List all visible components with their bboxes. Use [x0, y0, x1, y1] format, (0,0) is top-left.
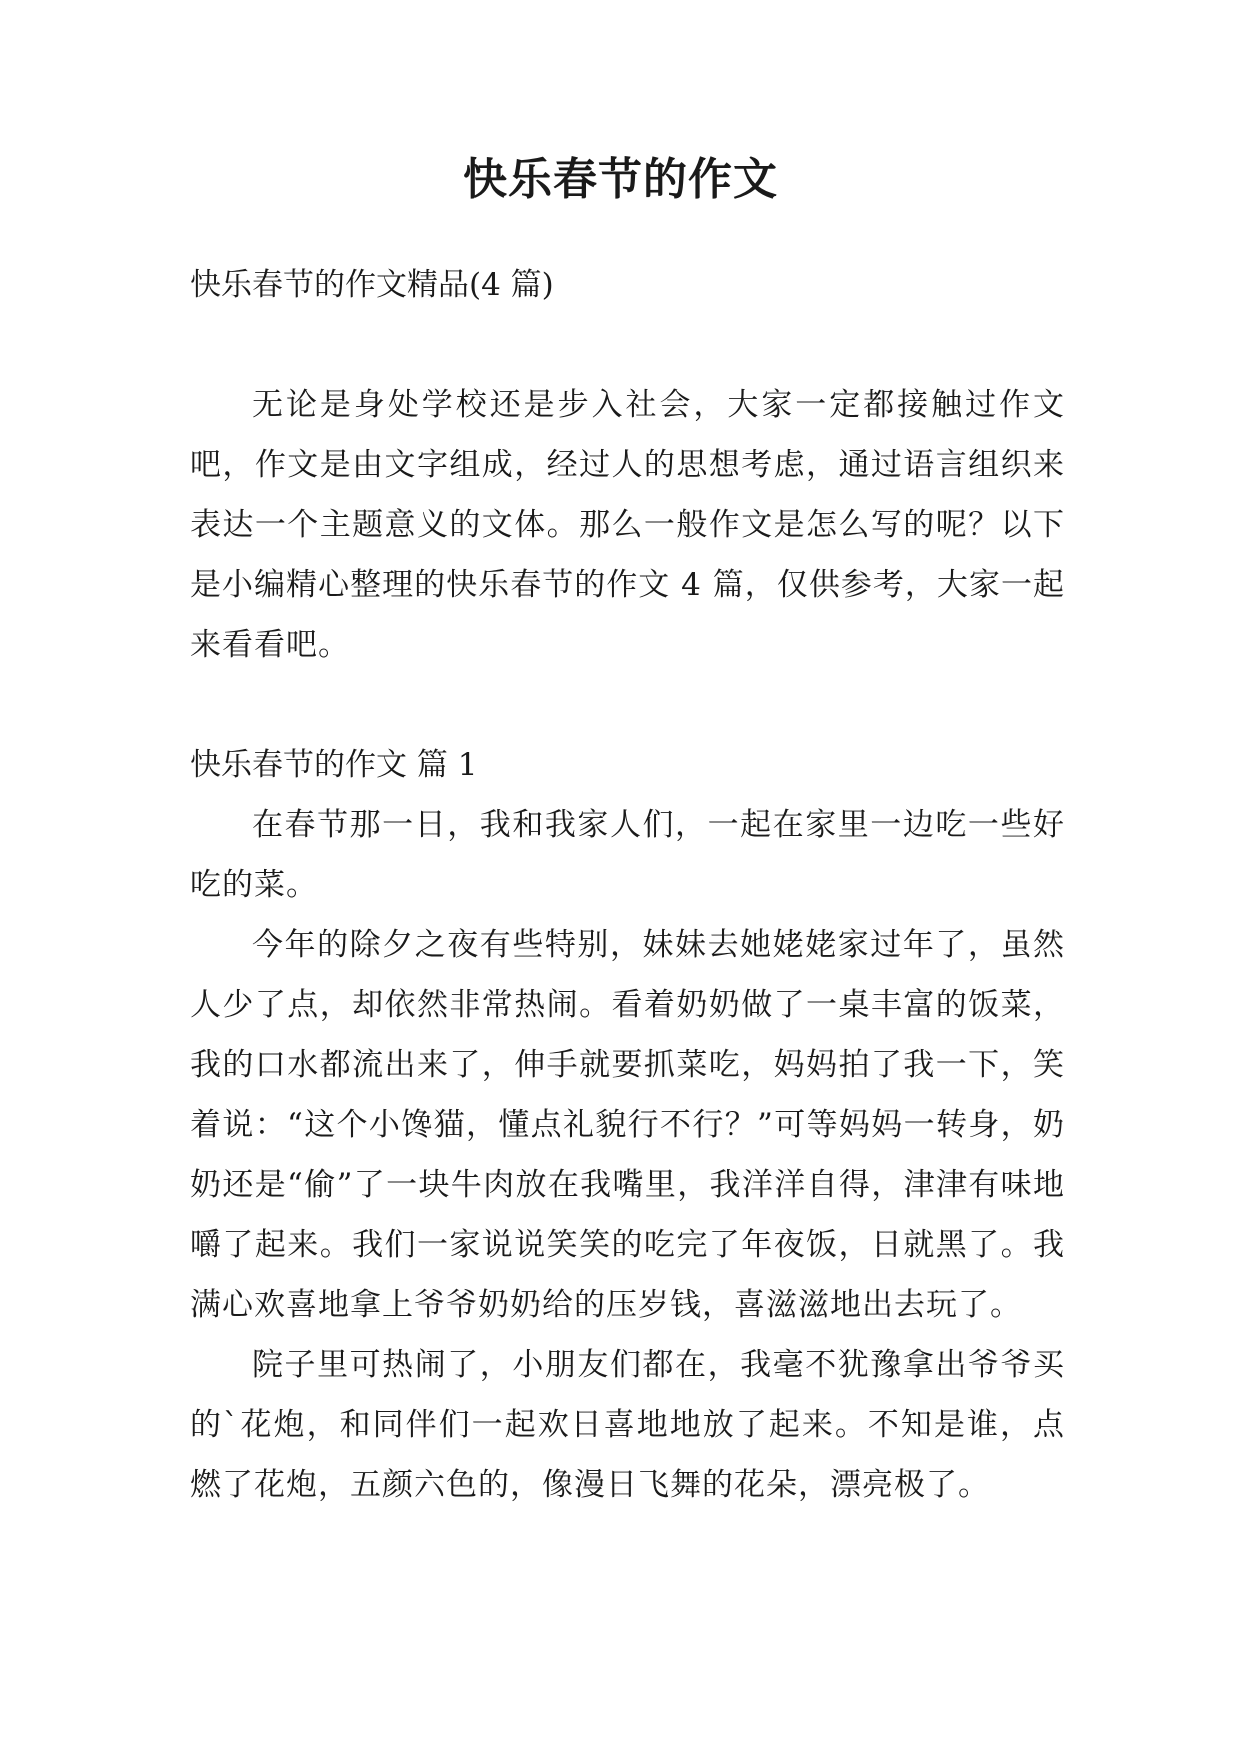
- spacer: [190, 675, 1065, 735]
- body-paragraph: 在春节那一日，我和我家人们，一起在家里一边吃一些好吃的菜。: [190, 807, 1065, 903]
- body-paragraph: 今年的除夕之夜有些特别，妹妹去她姥姥家过年了，虽然人少了点，却依然非常热闹。看着奶奶做了一桌丰富的饭菜，我的口水都流出来了，伸手就要抓菜吃，妈妈拍了我一下，笑着说：“这个小馋猫，懂点礼貌行不行？”可等妈妈一转身，奶奶还是“偷”了一块牛肉放在我嘴里，我洋洋自得，津津有味地嚼了起来。我们一家说说笑笑的吃完了年夜饭，日就黑了。我满心欢喜地拿上爷爷奶奶给的压岁钱，喜滋滋地出去玩了。: [190, 927, 1065, 1323]
- intro-paragraph: 无论是身处学校还是步入社会，大家一定都接触过作文吧，作文是由文字组成，经过人的思想考虑，通过语言组织来表达一个主题意义的文体。那么一般作文是怎么写的呢？以下是小编精心整理的快乐春节的作文 4 篇，仅供参考，大家一起来看看吧。: [190, 387, 1065, 663]
- document-subtitle: 快乐春节的作文精品(4 篇): [190, 267, 554, 303]
- spacer: [190, 315, 1065, 375]
- section-heading: 快乐春节的作文 篇 1: [190, 747, 478, 783]
- document-body: [190, 255, 1065, 1515]
- body-paragraph: 院子里可热闹了，小朋友们都在，我毫不犹豫拿出爷爷买的`花炮，和同伴们一起欢日喜地地放了起来。不知是谁，点燃了花炮，五颜六色的，像漫日飞舞的花朵，漂亮极了。: [190, 1347, 1065, 1503]
- document-title: 快乐春节的作文: [463, 154, 778, 205]
